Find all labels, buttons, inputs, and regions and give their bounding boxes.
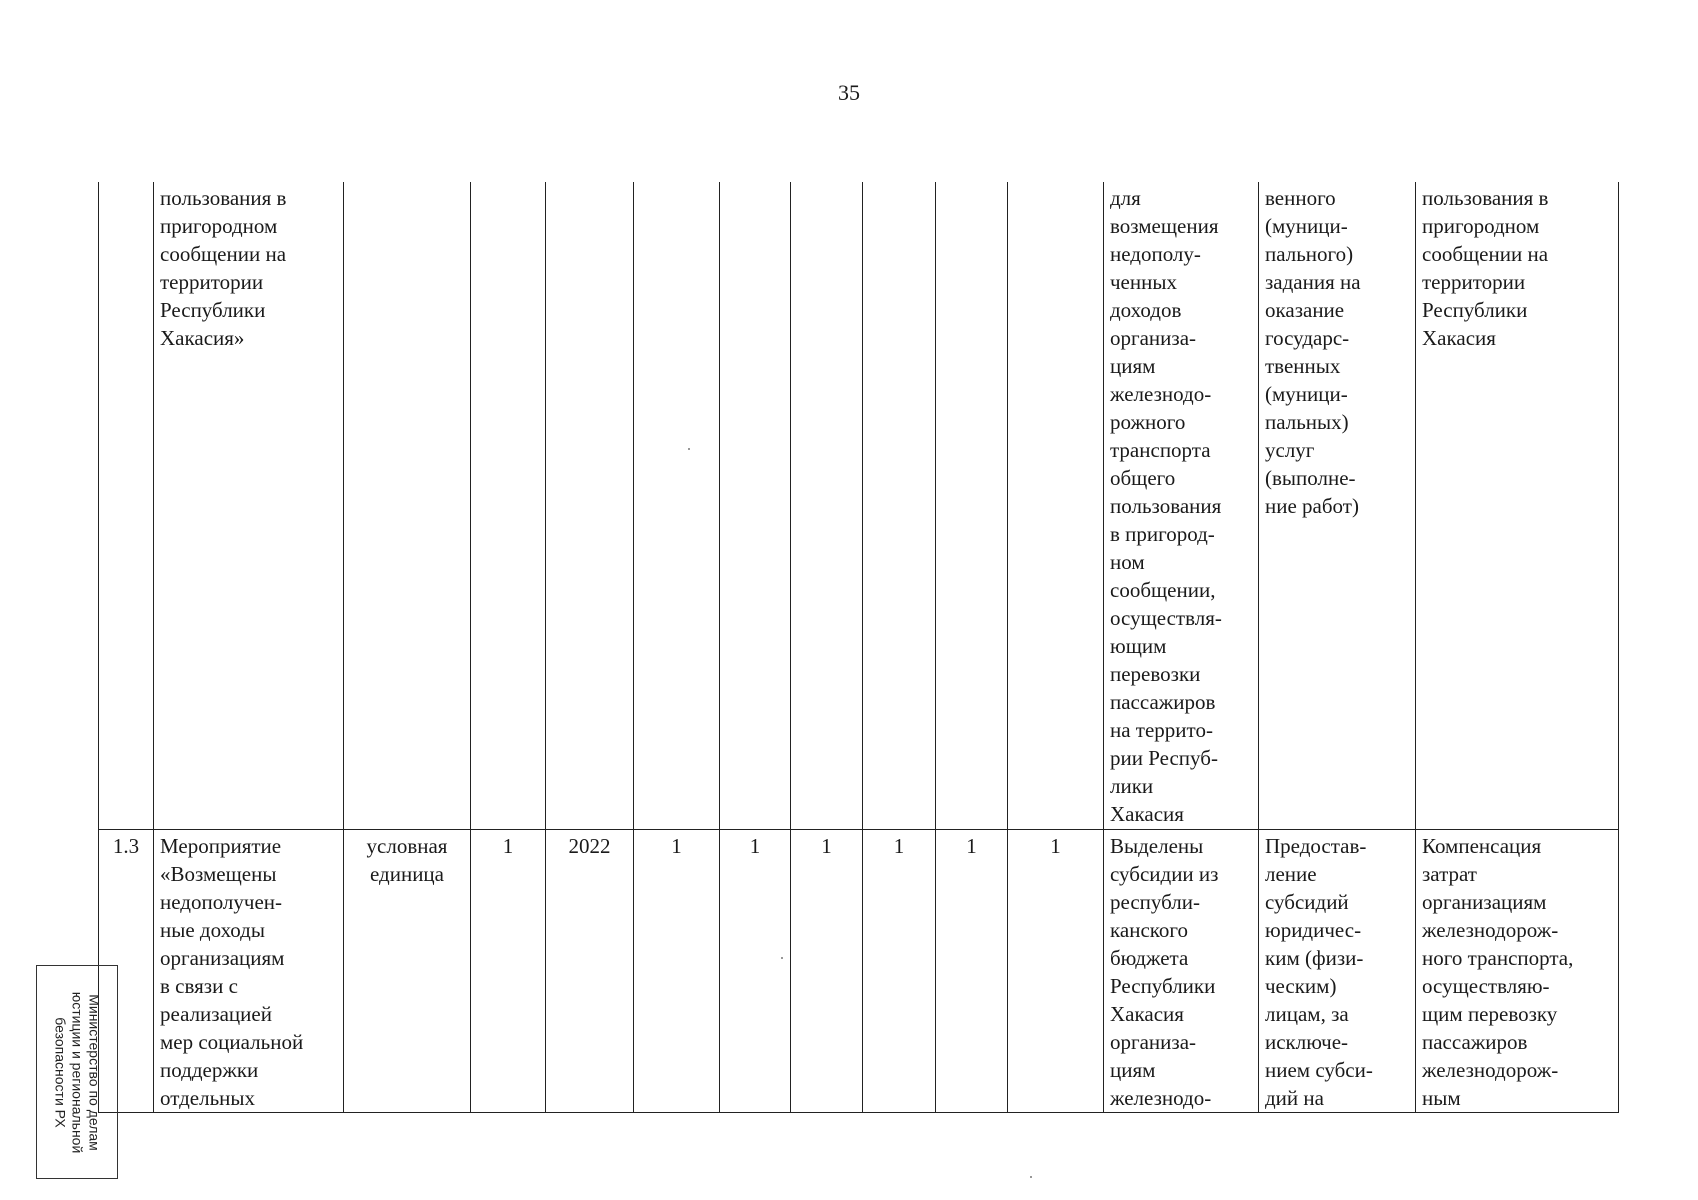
scan-speck	[688, 448, 690, 450]
characteristic-cell: пользования в пригородном сообщении на территории Республики Хакасия	[1416, 182, 1619, 830]
value-cell: 1	[791, 830, 863, 1113]
scan-speck	[1030, 1176, 1032, 1178]
result-cell: Выделены субсидии из республи- канского бюджета Республики Хакасия организа- циям железнодо-	[1104, 830, 1259, 1113]
program-table	[98, 182, 1619, 1113]
result-type-cell: Предостав- ление субсидий юридичес- ким (физи- ческим) лицам, за исключе- нием субси- дий на	[1259, 830, 1416, 1113]
base-year-cell: 2022	[546, 830, 634, 1113]
base-value-cell: 1	[471, 830, 546, 1113]
value-cell	[936, 182, 1008, 830]
ministry-stamp	[36, 965, 118, 1179]
value-cell: 1	[720, 830, 791, 1113]
value-cell: 1	[634, 830, 720, 1113]
base-value-cell	[471, 182, 546, 830]
value-cell	[634, 182, 720, 830]
value-cell: 1	[1008, 830, 1104, 1113]
unit-cell	[344, 182, 471, 830]
page-number: 35	[838, 80, 860, 105]
value-cell	[1008, 182, 1104, 830]
unit-cell: условная единица	[344, 830, 471, 1113]
row-number-cell: 1.3	[99, 830, 154, 1113]
event-name-cell: пользования в пригородном сообщении на территории Республики Хакасия»	[154, 182, 344, 830]
stamp-text: Министерство по делам юстиции и региональной безопасности РХ	[52, 991, 103, 1153]
table-row	[99, 182, 1619, 830]
result-cell: для возмещения недополу- ченных доходов организа- циям железнодо- рожного транспорта общего пользования в пригород- ном сообщении, осуществля- ющим перевозки пассажиров на террито- рии Респуб- лики Хакасия	[1104, 182, 1259, 830]
scan-speck	[781, 957, 783, 959]
base-year-cell	[546, 182, 634, 830]
table-row	[99, 830, 1619, 1113]
value-cell: 1	[936, 830, 1008, 1113]
characteristic-cell: Компенсация затрат организациям железнодорож- ного транспорта, осуществляю- щим перевозку пассажиров железнодорож- ным	[1416, 830, 1619, 1113]
result-type-cell: венного (муници- пального) задания на оказание государс- твенных (муници- пальных) услуг (выполне- ние работ)	[1259, 182, 1416, 830]
value-cell	[720, 182, 791, 830]
value-cell: 1	[863, 830, 936, 1113]
value-cell	[791, 182, 863, 830]
value-cell	[863, 182, 936, 830]
event-name-cell: Мероприятие «Возмещены недополучен- ные доходы организациям в связи с реализацией мер социальной поддержки отдельных	[154, 830, 344, 1113]
row-number-cell	[99, 182, 154, 830]
